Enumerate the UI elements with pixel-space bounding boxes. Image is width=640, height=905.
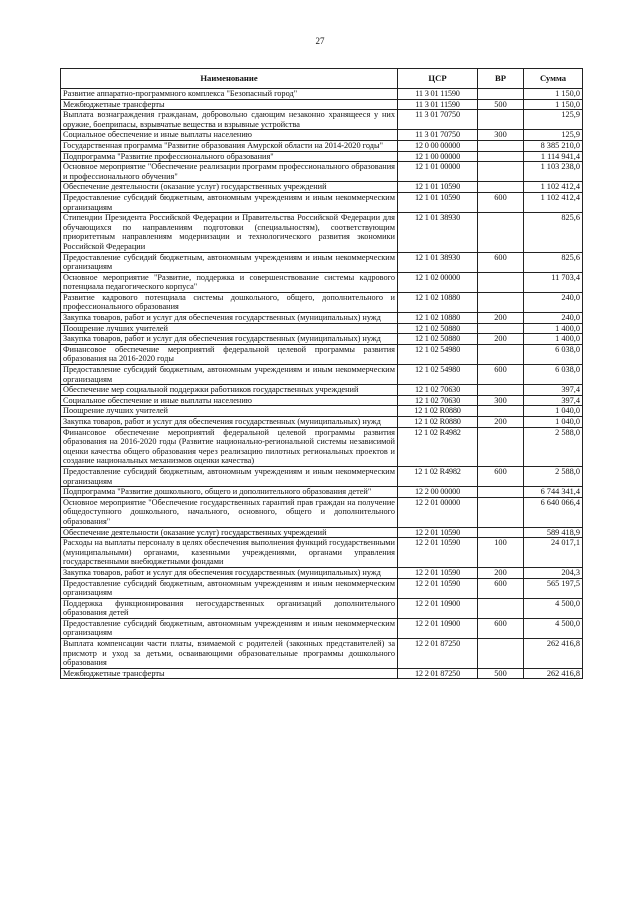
table-row bbox=[61, 538, 583, 568]
cell-sum: 589 418,9 bbox=[524, 527, 583, 538]
table-row bbox=[61, 567, 583, 578]
cell-sum: 262 416,8 bbox=[524, 639, 583, 669]
cell-name: Социальное обеспечение и иные выплаты населению bbox=[61, 130, 398, 141]
cell-sum: 4 500,0 bbox=[524, 618, 583, 638]
cell-vr bbox=[478, 406, 524, 417]
cell-name: Обеспечение деятельности (оказание услуг) государственных учреждений bbox=[61, 182, 398, 193]
cell-sum: 1 102 412,4 bbox=[524, 182, 583, 193]
cell-vr: 600 bbox=[478, 192, 524, 212]
cell-name: Обеспечение деятельности (оказание услуг) государственных учреждений bbox=[61, 527, 398, 538]
cell-sum: 565 197,5 bbox=[524, 578, 583, 598]
cell-name: Поддержка функционирования негосударственных организаций дополнительного образования детей bbox=[61, 598, 398, 618]
table-row bbox=[61, 89, 583, 100]
table-row bbox=[61, 395, 583, 406]
cell-name: Предоставление субсидий бюджетным, автономным учреждениям и иным некоммерческим организациям bbox=[61, 578, 398, 598]
cell-sum: 262 416,8 bbox=[524, 668, 583, 679]
cell-sum: 1 150,0 bbox=[524, 99, 583, 110]
cell-csr: 12 2 01 00000 bbox=[398, 497, 478, 527]
cell-vr: 300 bbox=[478, 130, 524, 141]
cell-csr: 11 3 01 70750 bbox=[398, 110, 478, 130]
cell-vr bbox=[478, 213, 524, 252]
cell-vr: 100 bbox=[478, 538, 524, 568]
cell-vr bbox=[478, 385, 524, 396]
cell-csr: 12 1 02 70630 bbox=[398, 385, 478, 396]
cell-csr: 12 1 02 R4982 bbox=[398, 427, 478, 466]
cell-name: Подпрограмма "Развитие дошкольного, общего и дополнительного образования детей" bbox=[61, 487, 398, 498]
table-row bbox=[61, 292, 583, 312]
cell-vr bbox=[478, 527, 524, 538]
cell-sum: 825,6 bbox=[524, 213, 583, 252]
table-row bbox=[61, 487, 583, 498]
cell-sum: 1 040,0 bbox=[524, 406, 583, 417]
table-row bbox=[61, 598, 583, 618]
cell-vr: 500 bbox=[478, 99, 524, 110]
cell-vr: 200 bbox=[478, 567, 524, 578]
cell-sum: 1 150,0 bbox=[524, 89, 583, 100]
cell-csr: 11 3 01 11590 bbox=[398, 99, 478, 110]
table-row bbox=[61, 130, 583, 141]
cell-sum: 1 400,0 bbox=[524, 334, 583, 345]
cell-vr bbox=[478, 487, 524, 498]
cell-csr: 12 2 01 87250 bbox=[398, 639, 478, 669]
table-row bbox=[61, 323, 583, 334]
cell-sum: 397,4 bbox=[524, 395, 583, 406]
cell-sum: 825,6 bbox=[524, 252, 583, 272]
cell-name: Поощрение лучших учителей bbox=[61, 323, 398, 334]
cell-csr: 12 1 02 R4982 bbox=[398, 466, 478, 486]
cell-name: Государственная программа "Развитие образования Амурской области на 2014-2020 годы" bbox=[61, 140, 398, 151]
cell-csr: 12 1 01 38930 bbox=[398, 213, 478, 252]
table-row bbox=[61, 192, 583, 212]
cell-name: Межбюджетные трансферты bbox=[61, 668, 398, 679]
cell-sum: 1 103 238,0 bbox=[524, 162, 583, 182]
table-row bbox=[61, 252, 583, 272]
cell-sum: 4 500,0 bbox=[524, 598, 583, 618]
cell-csr: 12 1 01 10590 bbox=[398, 182, 478, 193]
table-row bbox=[61, 334, 583, 345]
cell-sum: 125,9 bbox=[524, 130, 583, 141]
cell-sum: 6 038,0 bbox=[524, 344, 583, 364]
cell-csr: 12 1 02 R0880 bbox=[398, 417, 478, 428]
cell-name: Стипендии Президента Российской Федерации и Правительства Российской Федерации для обучающихся по направлениям подготовки (специальностям), соответствующим приоритетным направлениям модернизации и технологического развития экономики Российской Федерации bbox=[61, 213, 398, 252]
table-row bbox=[61, 110, 583, 130]
cell-csr: 12 1 00 00000 bbox=[398, 151, 478, 162]
cell-name: Предоставление субсидий бюджетным, автономным учреждениям и иным некоммерческим организациям bbox=[61, 252, 398, 272]
header-vr: ВР bbox=[478, 69, 524, 89]
cell-vr: 200 bbox=[478, 313, 524, 324]
cell-sum: 2 588,0 bbox=[524, 427, 583, 466]
cell-sum: 1 040,0 bbox=[524, 417, 583, 428]
page-number: 27 bbox=[315, 36, 325, 46]
cell-vr bbox=[478, 162, 524, 182]
table-row bbox=[61, 466, 583, 486]
cell-csr: 12 2 01 10590 bbox=[398, 567, 478, 578]
table-row bbox=[61, 162, 583, 182]
cell-sum: 11 703,4 bbox=[524, 272, 583, 292]
cell-name: Поощрение лучших учителей bbox=[61, 406, 398, 417]
table-row bbox=[61, 313, 583, 324]
cell-sum: 1 400,0 bbox=[524, 323, 583, 334]
table-row bbox=[61, 406, 583, 417]
cell-vr: 600 bbox=[478, 578, 524, 598]
cell-csr: 12 2 01 10590 bbox=[398, 527, 478, 538]
table-row bbox=[61, 497, 583, 527]
cell-vr: 600 bbox=[478, 466, 524, 486]
cell-vr: 300 bbox=[478, 395, 524, 406]
cell-name: Закупка товаров, работ и услуг для обеспечения государственных (муниципальных) нужд bbox=[61, 567, 398, 578]
table-row bbox=[61, 99, 583, 110]
cell-name: Развитие кадрового потенциала системы дошкольного, общего, дополнительного и профессионального образования bbox=[61, 292, 398, 312]
cell-vr bbox=[478, 89, 524, 100]
cell-name: Закупка товаров, работ и услуг для обеспечения государственных (муниципальных) нужд bbox=[61, 313, 398, 324]
cell-sum: 8 385 210,0 bbox=[524, 140, 583, 151]
table-body bbox=[61, 89, 583, 679]
cell-sum: 240,0 bbox=[524, 313, 583, 324]
cell-name: Предоставление субсидий бюджетным, автономным учреждениям и иным некоммерческим организациям bbox=[61, 466, 398, 486]
cell-name: Межбюджетные трансферты bbox=[61, 99, 398, 110]
cell-vr bbox=[478, 323, 524, 334]
table-row bbox=[61, 365, 583, 385]
cell-vr bbox=[478, 344, 524, 364]
cell-vr bbox=[478, 497, 524, 527]
cell-csr: 12 1 02 70630 bbox=[398, 395, 478, 406]
cell-sum: 204,3 bbox=[524, 567, 583, 578]
cell-name: Закупка товаров, работ и услуг для обеспечения государственных (муниципальных) нужд bbox=[61, 334, 398, 345]
header-sum: Сумма bbox=[524, 69, 583, 89]
cell-vr bbox=[478, 639, 524, 669]
cell-name: Предоставление субсидий бюджетным, автономным учреждениям и иным некоммерческим организациям bbox=[61, 365, 398, 385]
cell-name: Основное мероприятие "Обеспечение реализации программ профессионального образования и профессионального обучения" bbox=[61, 162, 398, 182]
cell-csr: 12 1 01 00000 bbox=[398, 162, 478, 182]
cell-vr bbox=[478, 292, 524, 312]
cell-sum: 6 038,0 bbox=[524, 365, 583, 385]
cell-sum: 1 102 412,4 bbox=[524, 192, 583, 212]
cell-vr: 200 bbox=[478, 334, 524, 345]
table-row bbox=[61, 140, 583, 151]
table-row bbox=[61, 182, 583, 193]
table-row bbox=[61, 272, 583, 292]
cell-vr bbox=[478, 110, 524, 130]
cell-sum: 6 744 341,4 bbox=[524, 487, 583, 498]
cell-csr: 11 3 01 70750 bbox=[398, 130, 478, 141]
cell-name: Расходы на выплаты персоналу в целях обеспечения выполнения функций государственными (муниципальными) органами, казенными учреждениями, органами управления государственными внебюджетными фондами bbox=[61, 538, 398, 568]
cell-csr: 12 1 01 38930 bbox=[398, 252, 478, 272]
cell-vr bbox=[478, 140, 524, 151]
cell-csr: 12 1 02 50880 bbox=[398, 323, 478, 334]
cell-name: Предоставление субсидий бюджетным, автономным учреждениям и иным некоммерческим организациям bbox=[61, 618, 398, 638]
cell-name: Финансовое обеспечение мероприятий федеральной целевой программы развития образования на 2016-2020 годы (Развитие национально-региональной системы независимой оценки качества общего образования через реализацию пилотных региональных проектов и создание национальных механизмов оценки качества) bbox=[61, 427, 398, 466]
cell-sum: 240,0 bbox=[524, 292, 583, 312]
cell-csr: 12 1 02 00000 bbox=[398, 272, 478, 292]
cell-csr: 12 0 00 00000 bbox=[398, 140, 478, 151]
cell-csr: 12 1 02 10880 bbox=[398, 292, 478, 312]
cell-vr: 600 bbox=[478, 618, 524, 638]
cell-name: Основное мероприятие "Развитие, поддержка и совершенствование системы кадрового потенциала педагогического корпуса" bbox=[61, 272, 398, 292]
cell-sum: 397,4 bbox=[524, 385, 583, 396]
cell-name: Обеспечение мер социальной поддержки работников государственных учреждений bbox=[61, 385, 398, 396]
cell-vr: 200 bbox=[478, 417, 524, 428]
cell-csr: 12 2 01 10900 bbox=[398, 618, 478, 638]
cell-vr: 600 bbox=[478, 365, 524, 385]
cell-name: Развитие аппаратно-программного комплекса "Безопасный город" bbox=[61, 89, 398, 100]
cell-csr: 12 1 02 50880 bbox=[398, 334, 478, 345]
cell-name: Финансовое обеспечение мероприятий федеральной целевой программы развития образования на 2016-2020 годы bbox=[61, 344, 398, 364]
table-row bbox=[61, 527, 583, 538]
cell-csr: 12 1 02 R0880 bbox=[398, 406, 478, 417]
cell-csr: 12 1 02 10880 bbox=[398, 313, 478, 324]
table-row bbox=[61, 151, 583, 162]
header-csr: ЦСР bbox=[398, 69, 478, 89]
cell-name: Выплата компенсации части платы, взимаемой с родителей (законных представителей) за присмотр и уход за детьми, осваивающими образовательные программы дошкольного образования bbox=[61, 639, 398, 669]
cell-sum: 24 017,1 bbox=[524, 538, 583, 568]
cell-csr: 12 1 02 54980 bbox=[398, 344, 478, 364]
cell-sum: 2 588,0 bbox=[524, 466, 583, 486]
cell-vr bbox=[478, 182, 524, 193]
cell-name: Основное мероприятие "Обеспечение государственных гарантий прав граждан на получение общедоступного дошкольного, начального, основного, общего и дополнительного образования" bbox=[61, 497, 398, 527]
cell-name: Закупка товаров, работ и услуг для обеспечения государственных (муниципальных) нужд bbox=[61, 417, 398, 428]
cell-name: Подпрограмма "Развитие профессионального образования" bbox=[61, 151, 398, 162]
cell-csr: 12 1 02 54980 bbox=[398, 365, 478, 385]
cell-sum: 6 640 066,4 bbox=[524, 497, 583, 527]
cell-vr: 500 bbox=[478, 668, 524, 679]
cell-csr: 12 2 00 00000 bbox=[398, 487, 478, 498]
table-row bbox=[61, 618, 583, 638]
header-name: Наименование bbox=[61, 69, 398, 89]
cell-name: Социальное обеспечение и иные выплаты населению bbox=[61, 395, 398, 406]
cell-csr: 12 2 01 10590 bbox=[398, 538, 478, 568]
table-row bbox=[61, 427, 583, 466]
cell-sum: 125,9 bbox=[524, 110, 583, 130]
cell-vr bbox=[478, 598, 524, 618]
table-row bbox=[61, 668, 583, 679]
table-row bbox=[61, 639, 583, 669]
table-row bbox=[61, 417, 583, 428]
cell-csr: 12 2 01 10900 bbox=[398, 598, 478, 618]
budget-table bbox=[60, 68, 583, 679]
cell-csr: 11 3 01 11590 bbox=[398, 89, 478, 100]
cell-csr: 12 1 01 10590 bbox=[398, 192, 478, 212]
table-row bbox=[61, 213, 583, 252]
table-row bbox=[61, 344, 583, 364]
table-row bbox=[61, 578, 583, 598]
cell-vr bbox=[478, 151, 524, 162]
cell-vr bbox=[478, 427, 524, 466]
cell-vr bbox=[478, 272, 524, 292]
cell-name: Предоставление субсидий бюджетным, автономным учреждениям и иным некоммерческим организациям bbox=[61, 192, 398, 212]
cell-sum: 1 114 941,4 bbox=[524, 151, 583, 162]
table-row bbox=[61, 385, 583, 396]
cell-vr: 600 bbox=[478, 252, 524, 272]
cell-csr: 12 2 01 87250 bbox=[398, 668, 478, 679]
table-header-row bbox=[61, 69, 583, 89]
cell-csr: 12 2 01 10590 bbox=[398, 578, 478, 598]
cell-name: Выплата вознаграждения гражданам, добровольно сдающим незаконно хранящееся у них оружие, боеприпасы, взрывчатые вещества и взрывные устройства bbox=[61, 110, 398, 130]
